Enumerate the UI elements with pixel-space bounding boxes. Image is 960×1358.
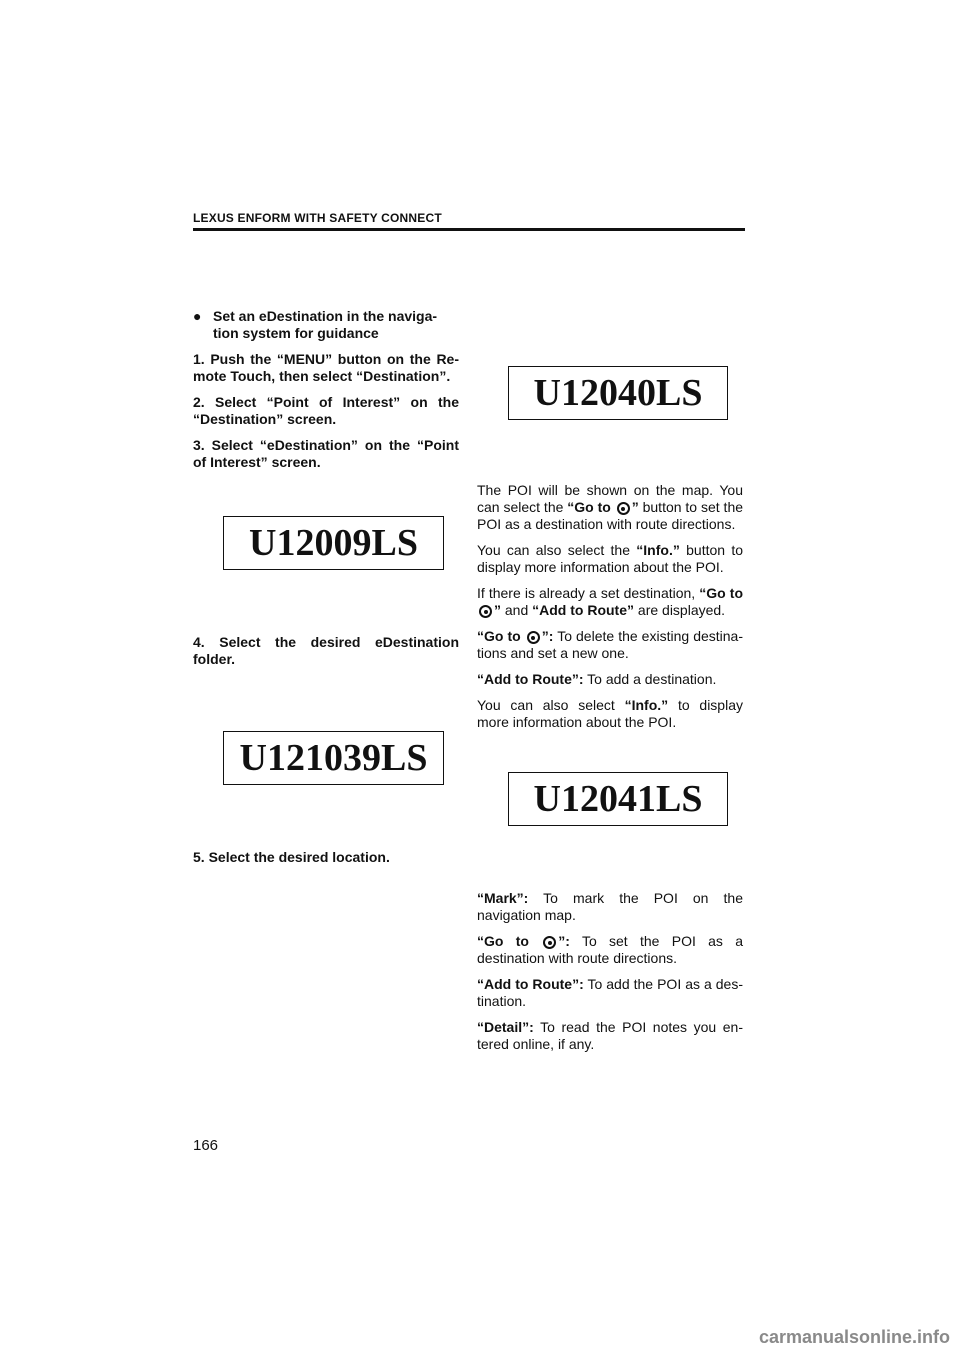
paragraph-info-button: You can also select the “Info.” button to display more information about the POI.: [477, 542, 743, 575]
definition-detail: “Detail”: To read the POI notes you en-tered online, if any.: [477, 1019, 743, 1052]
definition-mark: “Mark”: To mark the POI on the navigation map.: [477, 890, 743, 923]
figure-placeholder-u12040ls: U12040LS: [508, 366, 728, 420]
definition-go-to: “Go to ”: To set the POI as a destination with route directions.: [477, 933, 743, 966]
paragraph-info-more: You can also select “Info.” to display more information about the POI.: [477, 697, 743, 730]
go-to-destination-icon: [527, 631, 540, 644]
paragraph-go-to-definition: “Go to ”: To delete the existing destina-tions and set a new one.: [477, 628, 743, 661]
paragraph-poi-shown: The POI will be shown on the map. You can select the “Go to ” button to set the POI as a destination with route directions.: [477, 482, 744, 532]
page-number: 166: [193, 1137, 219, 1154]
right-column-body: [477, 482, 743, 740]
header-rule: [193, 228, 745, 231]
section-header: LEXUS ENFORM WITH SAFETY CONNECT: [193, 211, 442, 225]
paragraph-existing-destination: If there is already a set destination, “Go to ” and “Add to Route” are displayed.: [477, 585, 744, 618]
left-column-step5: [193, 849, 459, 875]
right-column-definitions: [477, 890, 743, 1062]
step-2: 2. Select “Point of Interest” on the “Destination” screen.: [193, 394, 459, 427]
figure-placeholder-u12009ls: U12009LS: [223, 516, 444, 570]
left-column-step4: [193, 634, 459, 677]
bullet-icon: ●: [193, 308, 202, 324]
step-1: 1. Push the “MENU” button on the Re-mote Touch, then select “Destination”.: [193, 351, 459, 384]
step-3: 3. Select “eDestination” on the “Point of Interest” screen.: [193, 437, 459, 470]
bullet-item: [193, 308, 459, 342]
paragraph-add-to-route-definition: “Add to Route”: To add a destination.: [477, 671, 717, 687]
step-5: 5. Select the desired location.: [193, 849, 390, 865]
definition-add-to-route: “Add to Route”: To add the POI as a des-tination.: [477, 976, 743, 1009]
figure-placeholder-u12041ls: U12041LS: [508, 772, 728, 826]
go-to-destination-icon: [543, 936, 556, 949]
go-to-destination-icon: [479, 605, 492, 618]
watermark-footer: carmanualsonline.info: [758, 1327, 950, 1347]
bullet-text: Set an eDestination in the naviga-tion system for guidance: [213, 308, 438, 341]
go-to-destination-icon: [617, 502, 630, 515]
left-column-top: [193, 308, 459, 480]
figure-placeholder-u121039ls: U121039LS: [223, 731, 444, 785]
step-4: 4. Select the desired eDestination folder.: [193, 634, 459, 667]
